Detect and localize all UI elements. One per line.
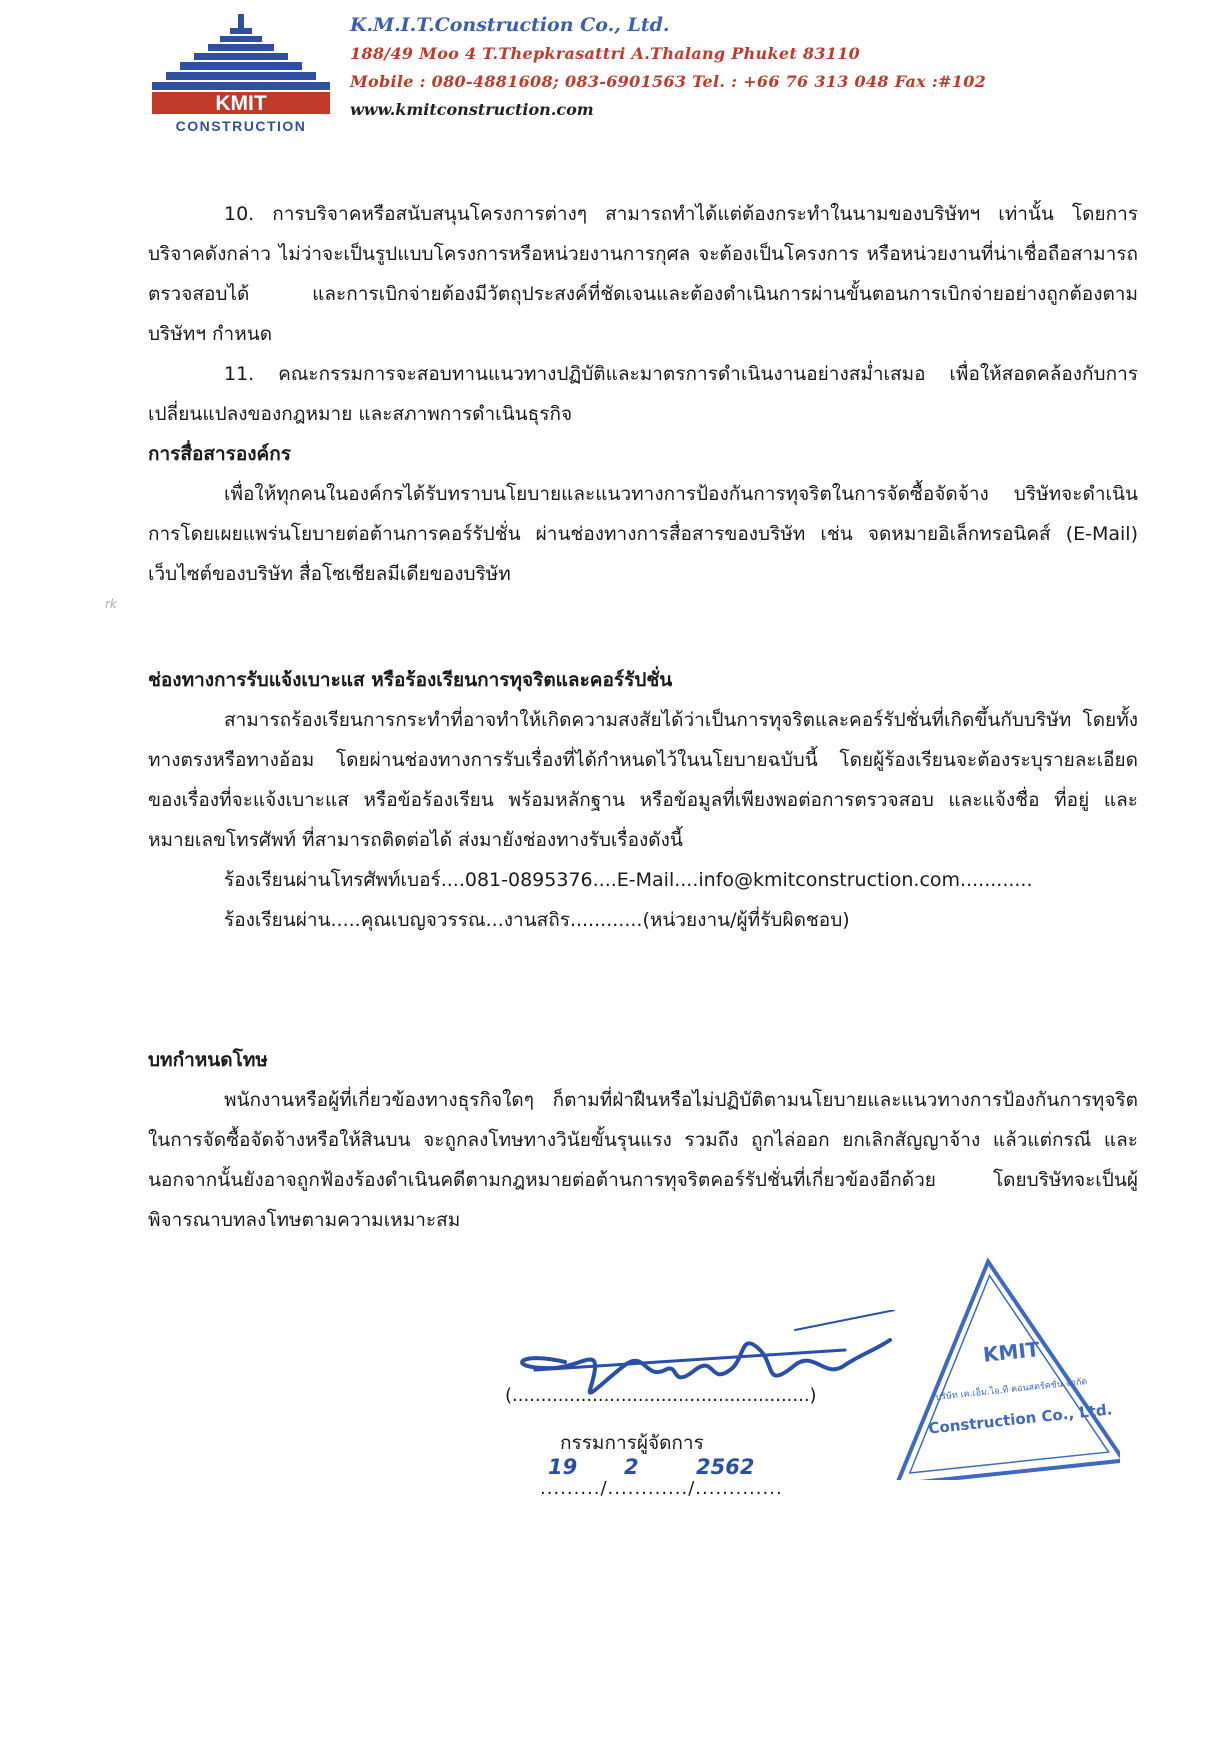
penalty-heading: บทกำหนดโทษ — [148, 1049, 268, 1071]
penalty-body: พนักงานหรือผู้ที่เกี่ยวข้องทางธุรกิจใดๆ ก็ตามที่ฝ่าฝืนหรือไม่ปฏิบัติตามนโยบายและแนวทางการป้องกันการทุจริตในการจัดซื้อจัดจ้างหรือให้สินบน จะถูกลงโทษทางวินัยขั้นรุนแรง รวมถึง ถูกไล่ออก ยกเลิกสัญญาจ้าง แล้วแต่กรณี และนอกจากนั้นยังอาจถูกฟ้องร้องดำเนินคดีตามกฎหมายต่อต้านการทุจริตคอร์รัปชั่นที่เกี่ยวข้องอีกด้วย โดยบริษัทจะเป็นผู้พิจารณาบทลงโทษตามความเหมาะสม — [148, 1089, 1138, 1231]
date-month: 2 — [624, 1455, 639, 1479]
whistleblower-heading: ช่องทางการรับแจ้งเบาะแส หรือร้องเรียนการทุจริตและคอร์รัปชั่น — [148, 669, 673, 691]
logo-text: KMIT — [215, 92, 267, 115]
whistleblower-body: สามารถร้องเรียนการกระทำที่อาจทำให้เกิดความสงสัยได้ว่าเป็นการทุจริตและคอร์รัปชั่นที่เกิดขึ้นกับบริษัท โดยทั้งทางตรงหรือทางอ้อม โดยผ่านช่องทางการรับเรื่องที่ได้กำหนดไว้ในนโยบายฉบับนี้ โดยผู้ร้องเรียนจะต้องระบุรายละเอียดของเรื่องที่จะแจ้งเบาะแส หรือข้อร้องเรียน พร้อมหลักฐาน หรือข้อมูลที่เพียงพอต่อการตรวจสอบ และแจ้งชื่อ ที่อยู่ และหมายเลขโทรศัพท์ ที่สามารถติดต่อได้ ส่งมายังช่องทางรับเรื่องดังนี้ — [148, 709, 1138, 851]
date-year: 2562 — [696, 1455, 755, 1479]
company-contact: Mobile : 080-4881608; 083-6901563 Tel. : +66 76 313 048 Fax :#102 — [350, 72, 987, 91]
company-website: www.kmitconstruction.com — [350, 100, 594, 119]
signature-name-line: (....................................................) — [505, 1385, 817, 1406]
penalty-section — [148, 1040, 1138, 1240]
item-11-text: 11. คณะกรรมการจะสอบทานแนวทางปฏิบัติและมาตรการดำเนินงานอย่างสม่ำเสมอ เพื่อให้สอดคล้องกับการเปลี่ยนแปลงของกฎหมาย และสภาพการดำเนินธุรกิจ — [148, 363, 1138, 425]
company-address: 188/49 Moo 4 T.Thepkrasattri A.Thalang Phuket 83110 — [350, 44, 861, 63]
date-line: ........./............/............. — [540, 1478, 783, 1499]
item-10 — [148, 194, 1138, 354]
date-day: 19 — [548, 1455, 578, 1479]
margin-mark: rk — [105, 597, 117, 611]
stamp-top-text: KMIT — [981, 1337, 1041, 1367]
stamp-middle-text: บริษัท เค.เอ็ม.ไอ.ที คอนสตรัคชั่น จำกัด — [934, 1377, 1088, 1403]
company-name: K.M.I.T.Construction Co., Ltd. — [350, 14, 670, 36]
logo-subtext: CONSTRUCTION — [175, 118, 307, 134]
item-11 — [148, 354, 1138, 434]
communication-body: เพื่อให้ทุกคนในองค์กรได้รับทราบนโยบายและแนวทางการป้องกันการทุจริตในการจัดซื้อจัดจ้าง บริษัทจะดำเนินการโดยเผยแพร่นโยบายต่อต้านการคอร์รัปชั่น ผ่านช่องทางการสื่อสารของบริษัท เช่น จดหมายอิเล็กทรอนิคส์ (E-Mail) เว็บไซต์ของบริษัท สื่อโซเชียลมีเดียของบริษัท — [148, 483, 1138, 585]
communication-section — [148, 434, 1138, 594]
communication-heading: การสื่อสารองค์กร — [148, 443, 291, 465]
signature-title: กรรมการผู้จัดการ — [560, 1432, 704, 1454]
item-10-text: 10. การบริจาคหรือสนับสนุนโครงการต่างๆ สามารถทำได้แต่ต้องกระทำในนามของบริษัทฯ เท่านั้น โดยการบริจาคดังกล่าว ไม่ว่าจะเป็นรูปแบบโครงการหรือหน่วยงานการกุศล จะต้องเป็นโครงการ หรือหน่วยงานที่น่าเชื่อถือสามารถตรวจสอบได้ และการเบิกจ่ายต้องมีวัตถุประสงค์ที่ชัดเจนและต้องดำเนินการผ่านขั้นตอนการเบิกจ่ายอย่างถูกต้องตามบริษัทฯ กำหนด — [148, 203, 1138, 345]
complaint-phone-line: ร้องเรียนผ่านโทรศัพท์เบอร์....081-0895376....E-Mail....info@kmitconstruction.com............ — [224, 869, 1033, 891]
complaint-person-line: ร้องเรียนผ่าน.....คุณเบญจวรรณ...งานสถิร............(หน่วยงาน/ผู้ที่รับผิดชอบ) — [224, 909, 850, 931]
company-stamp — [880, 1255, 1120, 1480]
company-info — [350, 14, 986, 119]
whistleblower-section — [148, 660, 1138, 940]
company-logo — [150, 14, 340, 134]
stamp-bottom-text: Construction Co., Ltd. — [927, 1400, 1114, 1438]
